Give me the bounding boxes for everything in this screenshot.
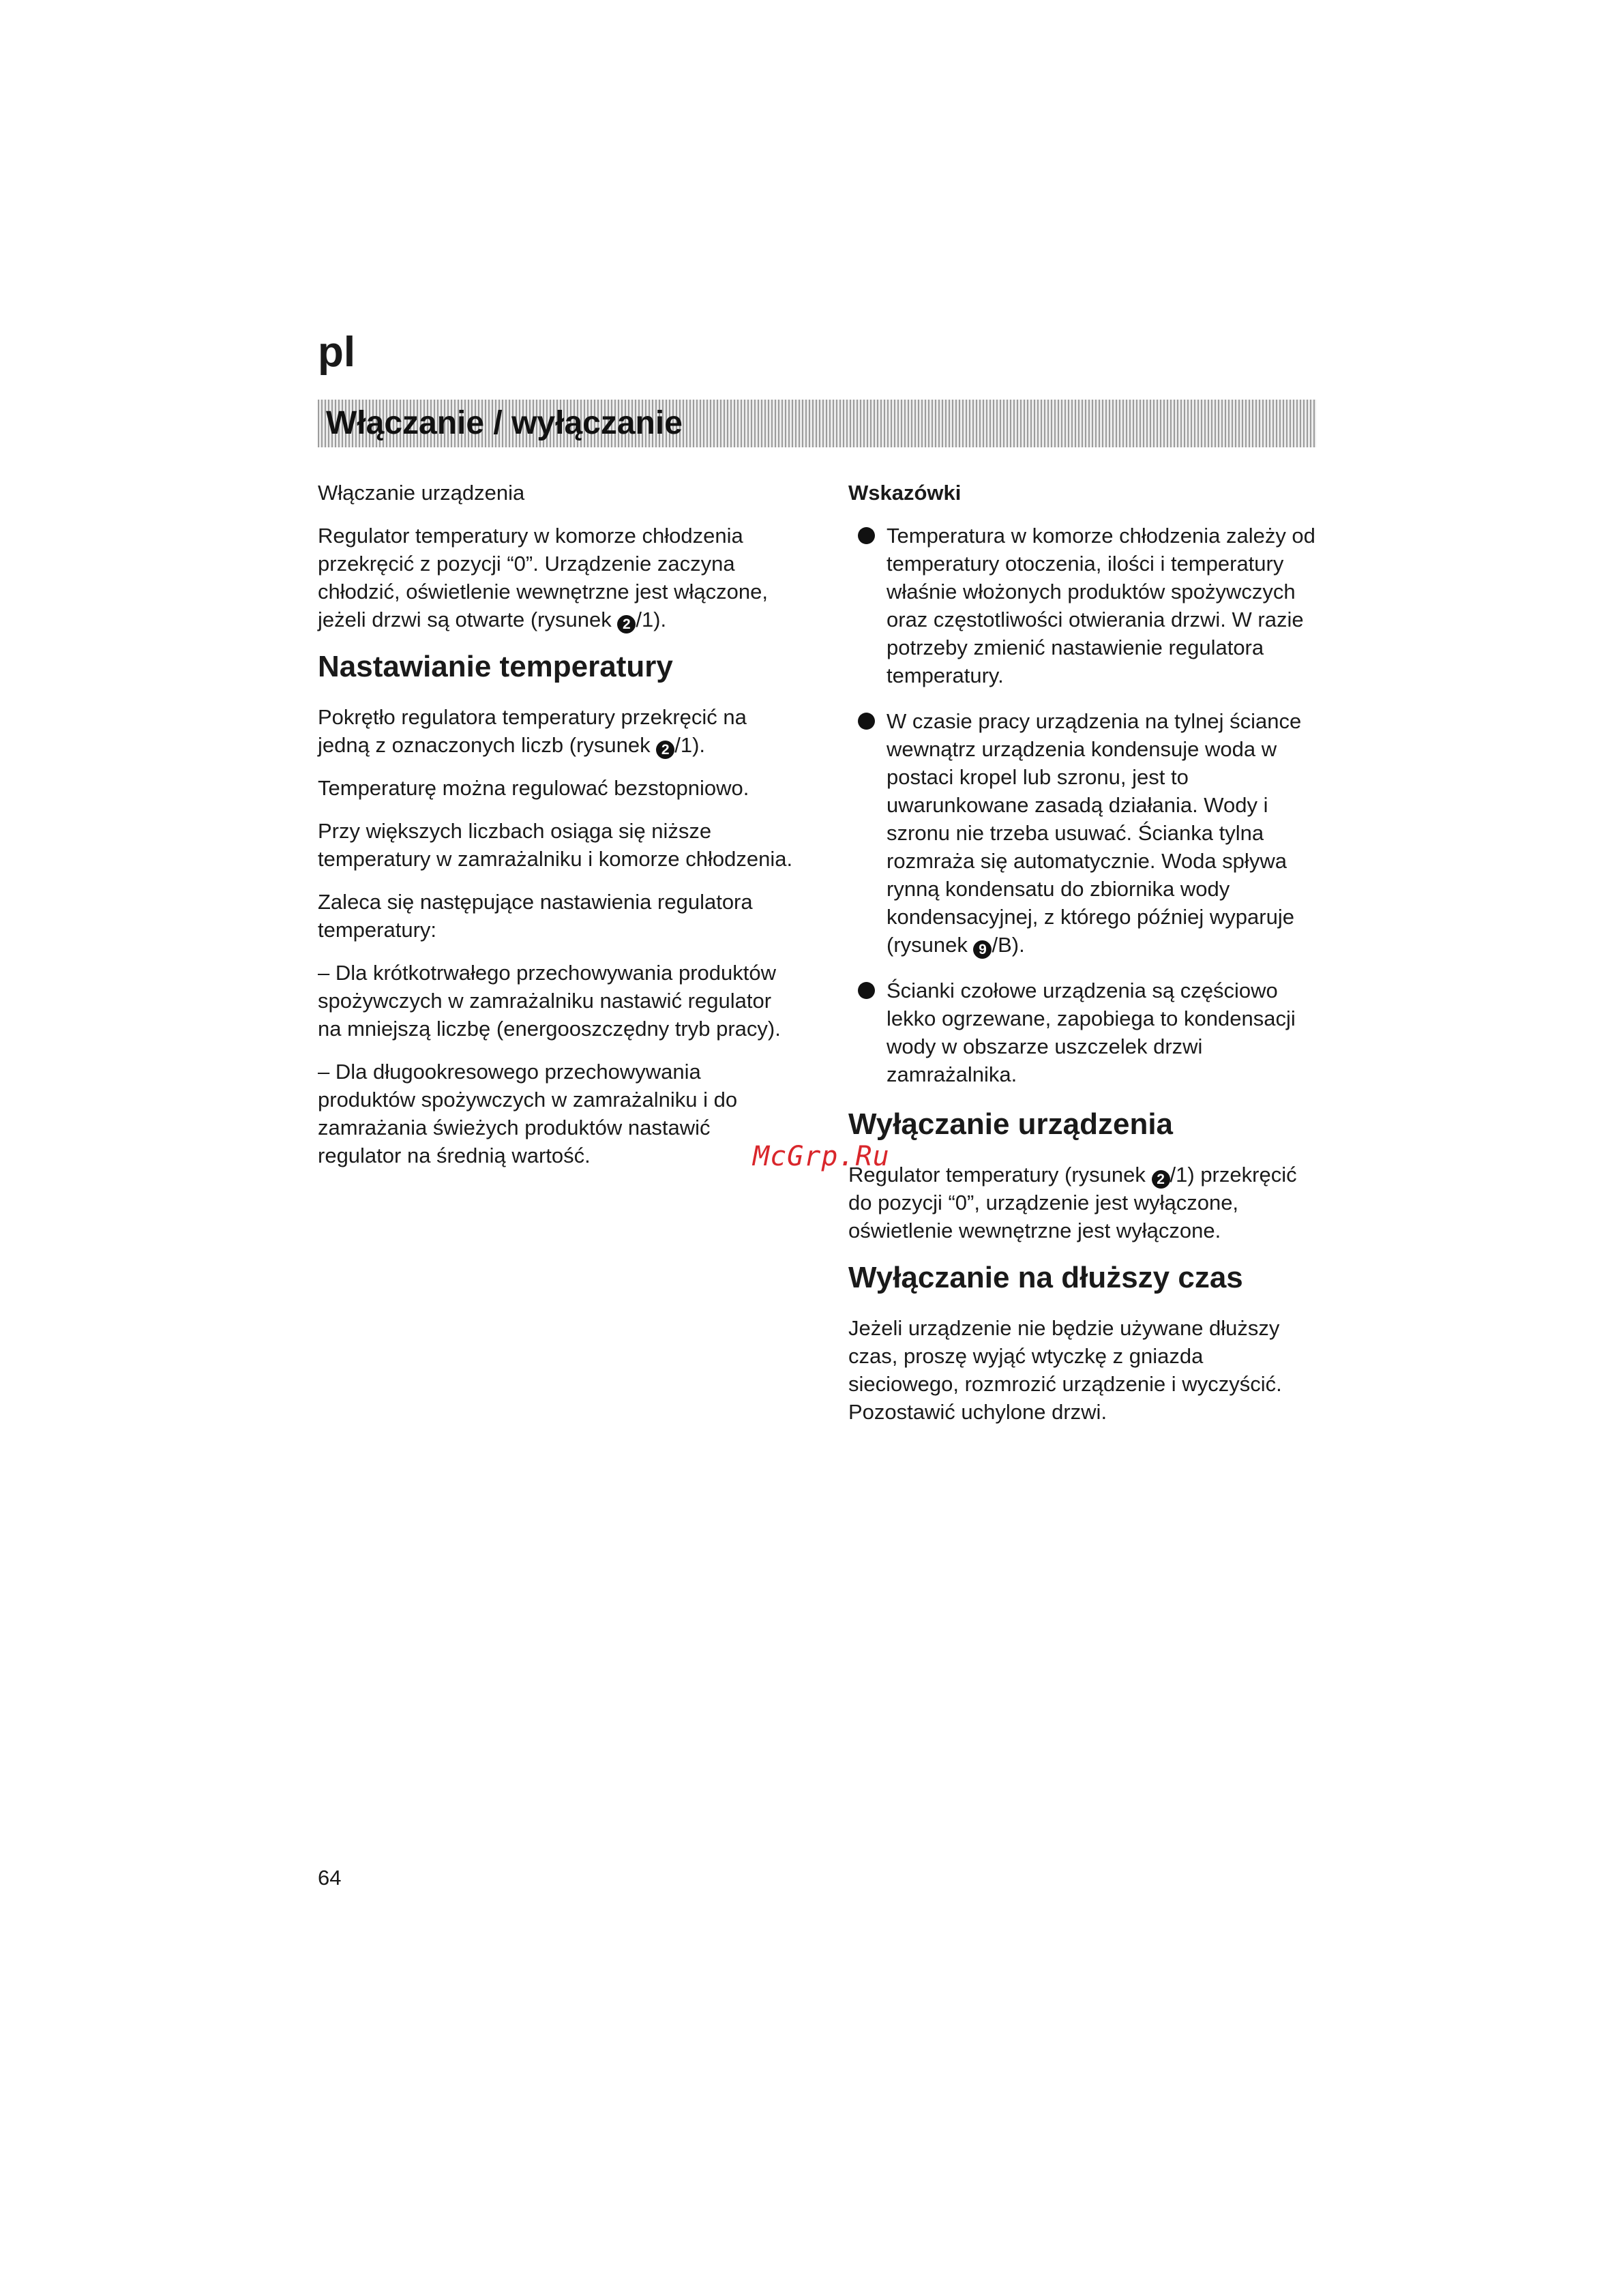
tip-text-post: /B). <box>992 933 1025 957</box>
temperature-heading: Nastawianie temperatury <box>318 650 673 683</box>
figure-number-badge: 2 <box>656 741 674 759</box>
long-off-paragraph: Jeżeli urządzenie nie będzie używane dłuższy czas, proszę wyjąć wtyczkę z gniazda sieciowego, rozmrozić urządzenie i wyczyścić. Pozostawić uchylone drzwi. <box>848 1316 1282 1424</box>
bullet-icon <box>858 713 875 730</box>
temperature-paragraph-6: – Dla długookresowego przechowywania produktów spożywczych w zamrażalniku i do zamrażania świeżych produktów nastawić regulator na średnią wartość. <box>318 1060 738 1167</box>
section-title: Włączanie / wyłączanie <box>326 405 683 441</box>
intro-text-pre: Regulator temperatury w komorze chłodzenia przekręcić z pozycji “0”. Urządzenie zaczyna chłodzić, oświetlenie wewnętrzne jest włączone, jeżeli drzwi są otwarte (rysunek <box>318 524 768 631</box>
p1-text-pre: Pokrętło regulatora temperatury przekręcić na jedną z oznaczonych liczb (rysunek <box>318 705 747 757</box>
off-text-post: /1) przekręcić do pozycji “0”, urządzenie jest wyłączone, oświetlenie wewnętrzne jest wyłączone. <box>848 1163 1297 1242</box>
figure-number-badge: 9 <box>973 940 992 959</box>
language-code: pl <box>318 329 356 376</box>
right-column <box>848 479 1316 1441</box>
temperature-paragraph-4: Zaleca się następujące nastawienia regulatora temperatury: <box>318 890 753 942</box>
list-item <box>848 707 1316 959</box>
intro-paragraph <box>318 522 795 633</box>
temperature-paragraph-5: – Dla krótkotrwałego przechowywania produktów spożywczych w zamrażalniku nastawić regulator na mniejszą liczbę (energooszczędny tryb pracy). <box>318 961 781 1041</box>
tip-text: Temperatura w komorze chłodzenia zależy od temperatury otoczenia, ilości i temperatury właśnie włożonych produktów spożywczych oraz częstotliwości otwierania drzwi. W razie potrzeby zmienić nastawienie regulatora temperatury. <box>887 524 1315 687</box>
page-number: 64 <box>318 1866 342 1890</box>
figure-number-badge: 2 <box>1152 1170 1170 1189</box>
temperature-paragraph-3: Przy większych liczbach osiąga się niższe temperatury w zamrażalniku i komorze chłodzenia. <box>318 819 793 871</box>
bullet-icon <box>858 527 875 544</box>
tip-text: Ścianki czołowe urządzenia są częściowo lekko ogrzewane, zapobiega to kondensacji wody w obszarze uszczelek drzwi zamrażalnika. <box>887 979 1296 1086</box>
tips-list <box>848 522 1316 1088</box>
left-column <box>318 479 795 1184</box>
p1-text-post: /1). <box>674 733 706 757</box>
tips-heading: Wskazówki <box>848 481 962 505</box>
watermark: McGrp.Ru <box>753 1141 890 1172</box>
list-item <box>848 522 1316 689</box>
list-item <box>848 976 1316 1088</box>
intro-label: Włączanie urządzenia <box>318 481 525 505</box>
intro-text-post: /1). <box>636 608 667 631</box>
switch-off-paragraph <box>848 1161 1316 1244</box>
temperature-paragraph-1 <box>318 703 795 759</box>
temperature-paragraph-2: Temperaturę można regulować bezstopniowo. <box>318 776 749 800</box>
tip-text-pre: W czasie pracy urządzenia na tylnej ściance wewnątrz urządzenia kondensuje woda w postaci kropel lub szronu, jest to uwarunkowane zasadą działania. Wody i szronu nie trzeba usuwać. Ścianka tylna rozmraża się automatycznie. Woda spływa rynną kondensatu do zbiornika wody kondensacyjnej, z którego później wyparuje (rysunek <box>887 709 1302 957</box>
switch-off-heading: Wyłączanie urządzenia <box>848 1107 1174 1141</box>
long-off-heading: Wyłączanie na dłuższy czas <box>848 1261 1243 1294</box>
bullet-icon <box>858 982 875 999</box>
off-text-pre: Regulator temperatury (rysunek <box>848 1163 1152 1187</box>
section-banner <box>318 400 1316 447</box>
figure-number-badge: 2 <box>617 615 636 633</box>
